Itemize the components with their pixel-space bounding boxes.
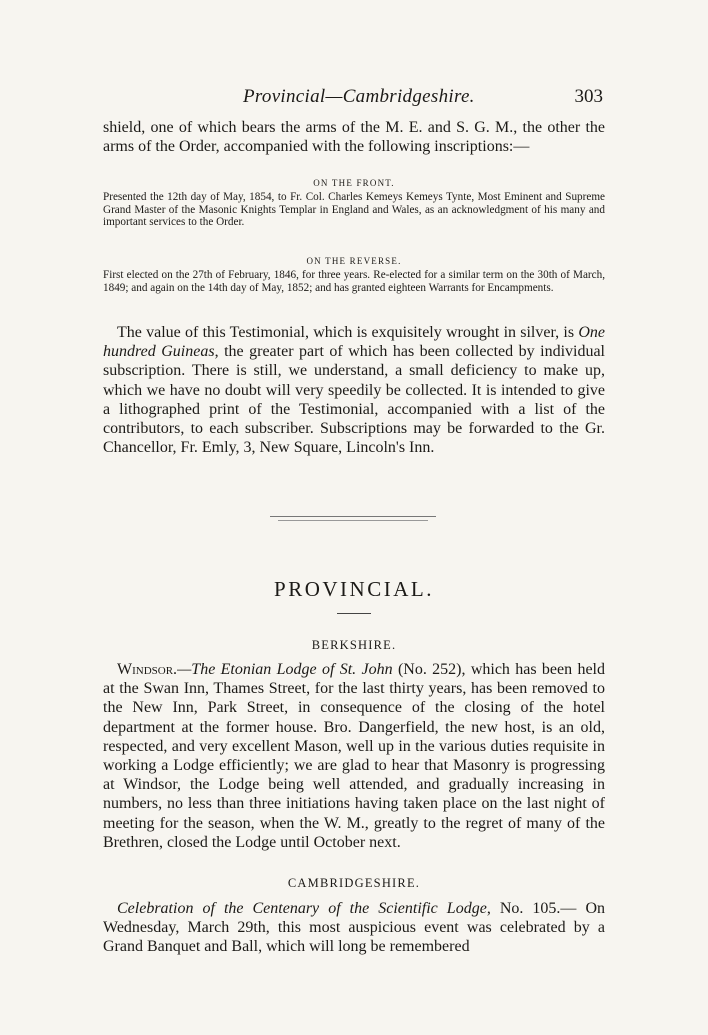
- inscription-reverse-text: First elected on the 27th of February, 1846, for three years. Re-elected for a similar term on the 30th of March, 1849; and again on the 14th day of May, 1852; and has granted eighteen Warrants for Encampments.: [103, 269, 605, 294]
- separator-rule-2: [278, 520, 428, 521]
- inscription-front-heading: ON THE FRONT.: [313, 178, 395, 188]
- cambridgeshire-block: [103, 899, 605, 957]
- running-header: [103, 86, 603, 110]
- berkshire-text: (No. 252), which has been held at the Swan Inn, Thames Street, for the last thirty years, has been removed to the New Inn, Park Street, in consequence of the closing of the hotel department at the former house. Bro. Dangerfield, the new host, is an old, respected, and very excellent Mason, well up in the various duties requisite in working a Lodge efficiently; we are glad to hear that Masonry is progressing at Windsor, the Lodge being well attended, and gradually increasing in numbers, no less than three initiations having taken place on the last night of meeting for the season, when the W. M., greatly to the regret of many of the Brethren, closed the Lodge until October next.: [103, 661, 605, 851]
- page-number: 303: [574, 86, 603, 107]
- cambridgeshire-heading: CAMBRIDGESHIRE.: [287, 876, 421, 890]
- cambridgeshire-lead: Celebration of the Centenary of the Scientific Lodge: [117, 900, 487, 917]
- berkshire-heading: BERKSHIRE.: [311, 638, 397, 652]
- berkshire-place: Windsor.: [117, 661, 178, 678]
- inscription-front: [103, 177, 605, 229]
- running-title: Provincial—Cambridgeshire.: [243, 86, 475, 107]
- inscription-front-text: Presented the 12th day of May, 1854, to Fr. Col. Charles Kemeys Kemeys Tynte, Most Eminent and Supreme Grand Master of the Masonic Knights Templar in England and Wales, as an acknowledgment of his many and important services to the Order.: [103, 191, 605, 229]
- testimonial-text-1: The value of this Testimonial, which is exquisitely wrought in silver, is: [117, 324, 579, 341]
- intro-block: [103, 118, 605, 156]
- intro-paragraph: shield, one of which bears the arms of the M. E. and S. G. M., the other the arms of the Order, accompanied with the following inscriptions:—: [103, 119, 605, 156]
- testimonial-amount: One hundred Guineas: [103, 324, 605, 361]
- testimonial-text-2: , the greater part of which has been collected by individual subscription. There is still, we understand, a small deficiency to make up, which we have no doubt will very speedily be collected. It is intended to give a lithographed print of the Testimonial, accompanied with a list of the contributors, to each subscriber. Subscriptions may be forwarded to the Gr. Chancellor, Fr. Emly, 3, New Square, Lincoln's Inn.: [103, 343, 606, 457]
- section-title: PROVINCIAL.: [274, 577, 434, 601]
- cambridgeshire-paragraph: [103, 899, 605, 957]
- cambridgeshire-text: , No. 105.— On Wednesday, March 29th, this most auspicious event was celebrated by a Grand Banquet and Ball, which will long be remembered: [103, 900, 606, 956]
- inscription-reverse-heading: ON THE REVERSE.: [306, 256, 402, 266]
- berkshire-block: [103, 660, 605, 852]
- inscription-reverse: [103, 255, 605, 294]
- separator-rule: [270, 516, 436, 517]
- testimonial-block: [103, 323, 605, 457]
- testimonial-paragraph: [103, 323, 605, 457]
- berkshire-lodge: —The Etonian Lodge of St. John: [177, 661, 393, 678]
- berkshire-paragraph: [103, 660, 605, 852]
- title-rule: [337, 613, 371, 614]
